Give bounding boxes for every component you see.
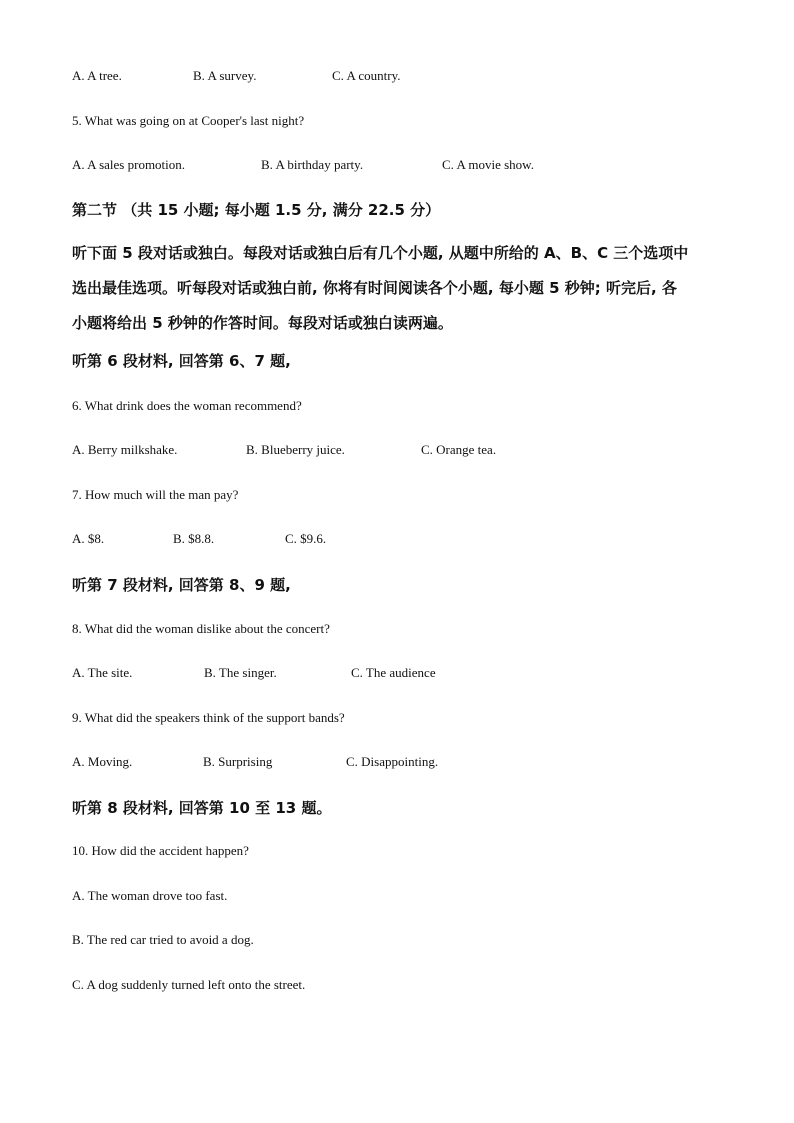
q4-option-b: B. A survey. [193, 68, 257, 83]
q7-option-b: B. $8.8. [173, 531, 215, 546]
q10-option-c: C. A dog suddenly turned left onto the street. [72, 977, 306, 992]
q8-question: 8. What did the woman dislike about the concert? [72, 621, 330, 636]
q9-option-c: C. Disappointing. [346, 754, 439, 769]
q10-option-b: B. The red car tried to avoid a dog. [72, 932, 254, 947]
q6-option-a: A. Berry milkshake. [72, 442, 178, 457]
q9-option-b: B. Surprising [203, 754, 273, 769]
material-6-heading: 听第 6 段材料, 回答第 6、7 题, [72, 352, 291, 370]
q7-option-a: A. $8. [72, 531, 105, 546]
q7-question: 7. How much will the man pay? [72, 487, 239, 502]
section-title: 第二节 （共 15 小题; 每小题 1.5 分, 满分 22.5 分） [72, 201, 441, 219]
q5-option-b: B. A birthday party. [261, 157, 364, 172]
q6-question: 6. What drink does the woman recommend? [72, 398, 302, 413]
instructions-line-3: 小题将给出 5 秒钟的作答时间。每段对话或独白读两遍。 [72, 314, 453, 332]
q8-option-a: A. The site. [72, 665, 133, 680]
q4-option-a: A. A tree. [72, 68, 122, 83]
material-8-heading: 听第 8 段材料, 回答第 10 至 13 题。 [72, 799, 332, 817]
q5-question: 5. What was going on at Cooper's last night? [72, 113, 305, 128]
q6-option-b: B. Blueberry juice. [246, 442, 345, 457]
section-instructions [72, 236, 722, 341]
q10-question: 10. How did the accident happen? [72, 843, 249, 858]
q7-option-c: C. $9.6. [285, 531, 327, 546]
instructions-line-2: 选出最佳选项。听每段对话或独白前, 你将有时间阅读各个小题, 每小题 5 秒钟; 听完后, 各 [72, 279, 677, 297]
material-7-heading: 听第 7 段材料, 回答第 8、9 题, [72, 576, 291, 594]
q5-option-a: A. A sales promotion. [72, 157, 186, 172]
q8-option-c: C. The audience [351, 665, 436, 680]
q4-option-c: C. A country. [332, 68, 401, 83]
instructions-line-1: 听下面 5 段对话或独白。每段对话或独白后有几个小题, 从题中所给的 A、B、C 三个选项中 [72, 244, 689, 262]
q9-option-a: A. Moving. [72, 754, 133, 769]
q8-option-b: B. The singer. [204, 665, 277, 680]
q9-question: 9. What did the speakers think of the support bands? [72, 710, 345, 725]
q5-option-c: C. A movie show. [442, 157, 534, 172]
q10-option-a: A. The woman drove too fast. [72, 888, 228, 903]
q6-option-c: C. Orange tea. [421, 442, 497, 457]
